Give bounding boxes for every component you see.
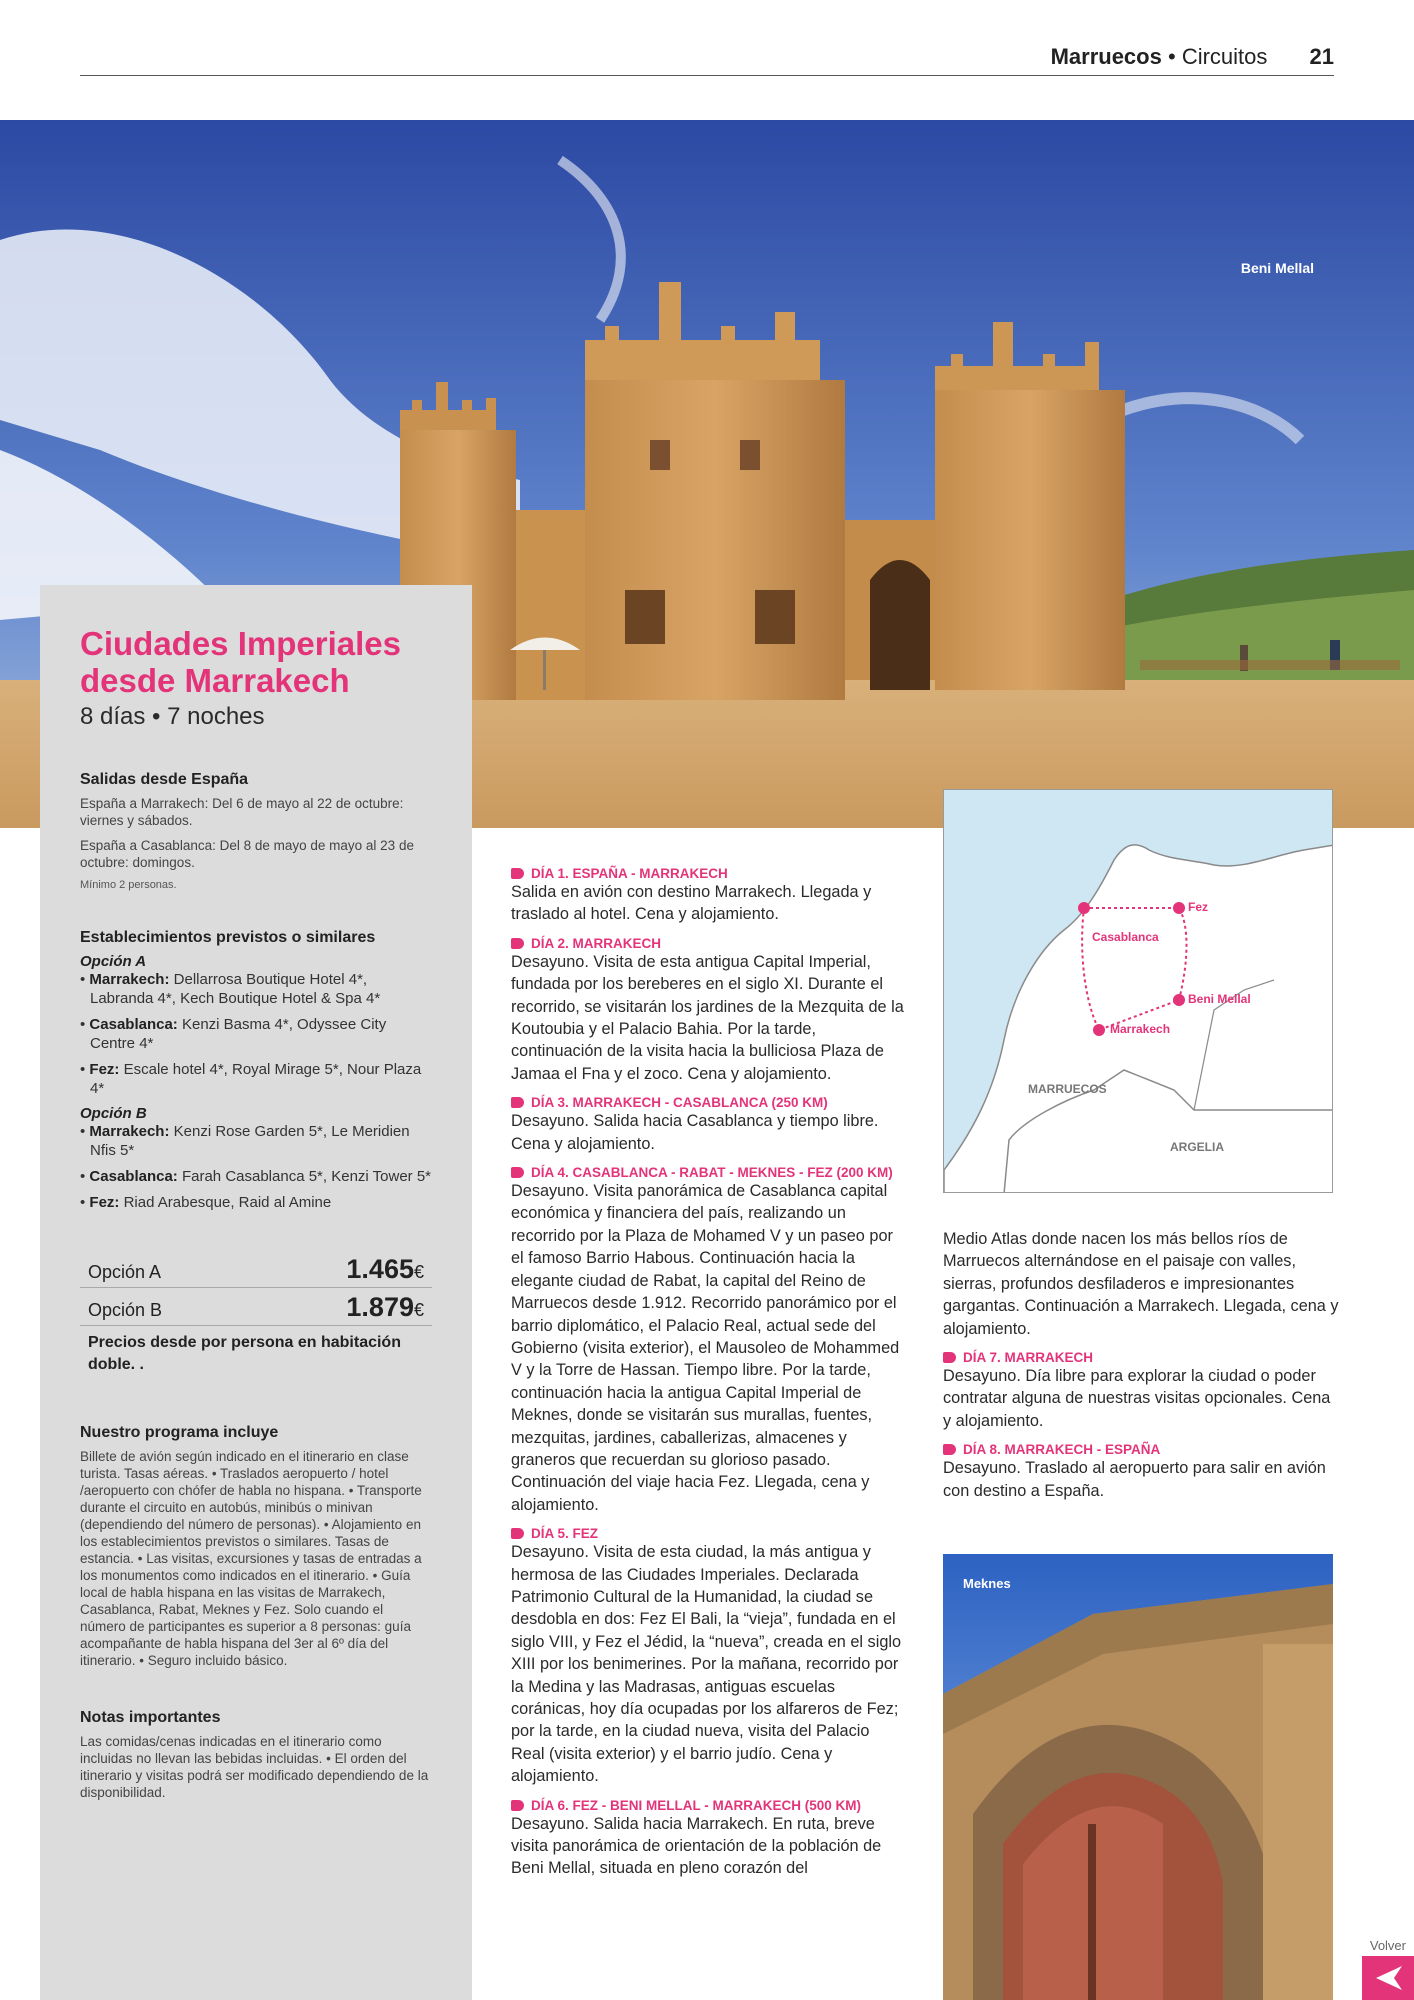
day-text: Desayuno. Visita de esta ciudad, la más antigua y hermosa de las Ciudades Imperiales. Declarada Patrimonio Cultural de la Humanidad, la ciudad se desdobla en dos: Fez El Bali, la “vieja”, fundada en el siglo VIII, y Fez el Jédid, la “nueva”, creada en el siglo XIII por los benimerines. Por la mañana, recorrido por la Medina y las Madrasas, antiguas escuelas coránicas, hoy día ocupadas por los alfareros de Fez; por la tarde, en la ciudad nueva, visita del Palacio Real (visita exterior) y el barrio judío. Cena y alojamiento.: [511, 1543, 902, 1786]
day-title: DÍA 5. FEZ: [531, 1526, 599, 1542]
day-text: Desayuno. Salida hacia Casablanca y tiempo libre. Cena y alojamiento.: [511, 1112, 879, 1153]
map-label-fez: Fez: [1188, 900, 1209, 914]
salidas-casablanca: España a Casablanca: Del 8 de mayo de mayo al 23 de octubre: domingos.: [80, 838, 414, 870]
back-label[interactable]: Volver: [1369, 1938, 1406, 1953]
hotel-city: Fez:: [89, 1194, 120, 1211]
trip-title-line-1: Ciudades Imperiales: [80, 625, 401, 662]
header-country: Marruecos: [1050, 44, 1162, 69]
day-title: DÍA 4. CASABLANCA - RABAT - MEKNES - FEZ (200 KM): [531, 1165, 893, 1181]
list-item: • Fez: Riad Arabesque, Raid al Amine: [80, 1194, 332, 1211]
map-label-algeria: ARGELIA: [1170, 1140, 1224, 1154]
notas-section: [80, 1709, 432, 1801]
price-label: Opción A: [88, 1262, 162, 1282]
trip-duration: 8 días • 7 noches: [80, 703, 265, 730]
price-amount: [346, 1254, 424, 1285]
trip-title-line-2: desde Marrakech: [80, 662, 350, 699]
day-text: Desayuno. Visita panorámica de Casablanca capital económica y financiera del país, realizando un recorrido por la Plaza de Mohamed V y un paseo por el famoso Barrio Habous. Continuación hacia la elegante ciudad de Rabat, la capital del Reino de Marruecos desde 1.912. Recorrido panorámico por el barrio diplomático, el Palacio Real, actual sede del Gobierno (visita exterior), el Mausoleo de Mohammed V y la Torre de Hassan. Tiempo libre. Por la tarde, continuación hacia la antigua Capital Imperial de Meknes, donde se visitarán sus murallas, fuentes, mezquitas, jardines, caballerizas, almacenes y graneros que recuerdan su glorioso pasado. Continuación del viaje hacia Fez. Llegada, cena y alojamiento.: [511, 1182, 900, 1514]
notas-heading: Notas importantes: [80, 1709, 221, 1726]
city-marker-fez: [1173, 902, 1185, 914]
day-heading: [511, 1526, 907, 1541]
tag-icon: [943, 1352, 956, 1363]
hotel-city: Marrakech:: [89, 971, 170, 988]
header-section: Circuitos: [1181, 44, 1268, 69]
price-label: Opción B: [88, 1300, 163, 1320]
option-b-label: Opción B: [80, 1105, 147, 1122]
hotel-names: Riad Arabesque, Raid al Amine: [123, 1194, 332, 1211]
day-heading: [511, 1095, 907, 1110]
day-title: DÍA 1. ESPAÑA - MARRAKECH: [531, 866, 728, 881]
hero-caption: Beni Mellal: [1240, 260, 1314, 276]
day-title: DÍA 8. MARRAKECH - ESPAÑA: [963, 1442, 1161, 1458]
header-breadcrumb: [1051, 44, 1334, 70]
tag-icon: [511, 868, 524, 879]
tag-icon: [511, 938, 524, 949]
hotel-city: Casablanca:: [89, 1016, 178, 1033]
trip-info-panel: [40, 585, 472, 2000]
price-row-option-b: [80, 1288, 432, 1326]
incluye-section: [80, 1424, 432, 1669]
hotel-city: Casablanca:: [89, 1168, 178, 1185]
price-amount: [346, 1292, 424, 1323]
itinerary-column-right: [943, 1228, 1339, 1502]
back-arrow-icon: [1362, 1956, 1414, 2000]
price-currency: €: [413, 1300, 424, 1320]
price-table: [80, 1250, 432, 1376]
hotels-heading: Establecimientos previstos o similares: [80, 929, 376, 946]
tag-icon: [511, 1528, 524, 1539]
notas-text: Las comidas/cenas indicadas en el itinerario como incluidas no llevan las bebidas incluidas. • El orden del itinerario y visitas podrá ser modificado dependiendo de la disponibilidad.: [80, 1734, 429, 1800]
page-header: [80, 44, 1334, 76]
day-text: Salida en avión con destino Marrakech. Llegada y traslado al hotel. Cena y alojamiento.: [511, 883, 872, 924]
list-item: • Casablanca: Kenzi Basma 4*, Odyssee City Centre 4*: [80, 1016, 387, 1052]
tag-icon: [511, 1167, 524, 1178]
price-row-option-a: [80, 1250, 432, 1288]
header-separator: •: [1167, 44, 1176, 69]
day-heading: [511, 1798, 907, 1813]
day-title: DÍA 2. MARRAKECH: [531, 935, 662, 951]
list-item: • Casablanca: Farah Casablanca 5*, Kenzi Tower 5*: [80, 1168, 431, 1185]
day-heading: [943, 1350, 1339, 1365]
tag-icon: [943, 1444, 956, 1455]
page-number: 21: [1309, 44, 1334, 69]
hotel-names: Farah Casablanca 5*, Kenzi Tower 5*: [181, 1168, 431, 1185]
hotel-city: Fez:: [89, 1061, 120, 1078]
hotel-names: Kenzi Rose Garden 5*, Le Meridien Nfis 5*: [90, 1123, 410, 1159]
hotel-city: Marrakech:: [89, 1123, 170, 1140]
day-heading: [943, 1442, 1339, 1457]
list-item: • Marrakech: Dellarrosa Boutique Hotel 4*, Labranda 4*, Kech Boutique Hotel & Spa 4*: [80, 971, 381, 1007]
salidas-marrakech: España a Marrakech: Del 6 de mayo al 22 de octubre: viernes y sábados.: [80, 796, 404, 828]
day-title: DÍA 3. MARRAKECH - CASABLANCA (250 KM): [531, 1095, 828, 1111]
price-value: 1.879: [346, 1292, 414, 1322]
list-item: • Fez: Escale hotel 4*, Royal Mirage 5*, Nour Plaza 4*: [80, 1061, 422, 1097]
minimo-personas: Mínimo 2 personas.: [80, 879, 177, 891]
salidas-heading: Salidas desde España: [80, 771, 249, 788]
day-6-continuation: Medio Atlas donde nacen los más bellos ríos de Marruecos alternándose en el paisaje con valles, sierras, profundos desfiladeros e impresionantes gargantas. Continuación a Marrakech. Llegada, cena y alojamiento.: [943, 1230, 1339, 1338]
day-text: Desayuno. Salida hacia Marrakech. En ruta, breve visita panorámica de orientación de la población de Beni Mellal, situada en pleno corazón del: [511, 1814, 882, 1878]
day-heading: [511, 1165, 907, 1180]
day-title: DÍA 6. FEZ - BENI MELLAL - MARRAKECH (500 KM): [531, 1797, 862, 1813]
day-text: Desayuno. Visita de esta antigua Capital Imperial, fundada por los bereberes en el siglo XI. Durante el recorrido, se visitarán los jardines de la Mezquita de la Koutoubia y el Palacio Bahia. Por la tarde, continuación de la visita hacia la bulliciosa Plaza de Jamaa el Fna y el zoco. Cena y alojamiento.: [511, 952, 904, 1083]
price-note: Precios desde por persona en habitación doble. .: [88, 1334, 401, 1373]
day-heading: [511, 936, 907, 951]
incluye-text: Billete de avión según indicado en el itinerario en clase turista. Tasas aéreas. • Traslados aeropuerto / hotel /aeropuerto con chófer de habla no hispana. • Transporte durante el circuito en autobús, minibús o minivan (dependiendo del número de personas). • Alojamiento en los establecimientos previstos o similares. Tasas de estancia. • Las visitas, excursiones y tasas de entradas a los monumentos como indicados en el itinerario. • Guía local de habla hispana en las visitas de Marrakech, Casablanca, Rabat, Meknes y Fez. Solo cuando el número de participantes es superior a 8 personas: guía acompañante de habla hispana del 3er al 6º día del itinerario. • Seguro incluido básico.: [80, 1449, 422, 1668]
itinerary-column: [511, 866, 907, 1880]
list-item: • Marrakech: Kenzi Rose Garden 5*, Le Meridien Nfis 5*: [80, 1123, 410, 1159]
day-heading: [511, 866, 907, 881]
hotel-names: Dellarrosa Boutique Hotel 4*, Labranda 4*, Kech Boutique Hotel & Spa 4*: [90, 971, 381, 1007]
trip-title: [80, 625, 432, 699]
route-map: [943, 789, 1333, 1193]
option-b-hotels: [80, 1122, 432, 1212]
tag-icon: [511, 1097, 524, 1108]
meknes-photo: [943, 1554, 1333, 2000]
day-text: Desayuno. Traslado al aeropuerto para salir en avión con destino a España.: [943, 1459, 1326, 1500]
day-text: Desayuno. Día libre para explorar la ciudad o poder contratar alguna de nuestras visitas opcionales. Cena y alojamiento.: [943, 1367, 1331, 1430]
hotel-names: Kenzi Basma 4*, Odyssee City Centre 4*: [90, 1016, 387, 1052]
incluye-heading: Nuestro programa incluye: [80, 1424, 279, 1441]
map-label-marrakech: Marrakech: [1110, 1022, 1171, 1036]
map-label-morocco: MARRUECOS: [1028, 1082, 1107, 1096]
price-currency: €: [413, 1262, 424, 1282]
price-value: 1.465: [346, 1254, 414, 1284]
city-marker-casablanca: [1078, 902, 1090, 914]
city-marker-beni-mellal: [1173, 994, 1185, 1006]
option-a-label: Opción A: [80, 953, 147, 970]
map-label-casablanca: Casablanca: [1092, 930, 1159, 944]
tag-icon: [511, 1800, 524, 1811]
map-label-beni-mellal: Beni Mellal: [1188, 992, 1251, 1006]
photo-caption: Meknes: [963, 1576, 1011, 1591]
back-button[interactable]: [1362, 1956, 1414, 2000]
city-marker-marrakech: [1093, 1024, 1105, 1036]
option-a-hotels: [80, 970, 432, 1098]
hotel-names: Escale hotel 4*, Royal Mirage 5*, Nour Plaza 4*: [90, 1061, 422, 1097]
day-title: DÍA 7. MARRAKECH: [963, 1350, 1094, 1366]
